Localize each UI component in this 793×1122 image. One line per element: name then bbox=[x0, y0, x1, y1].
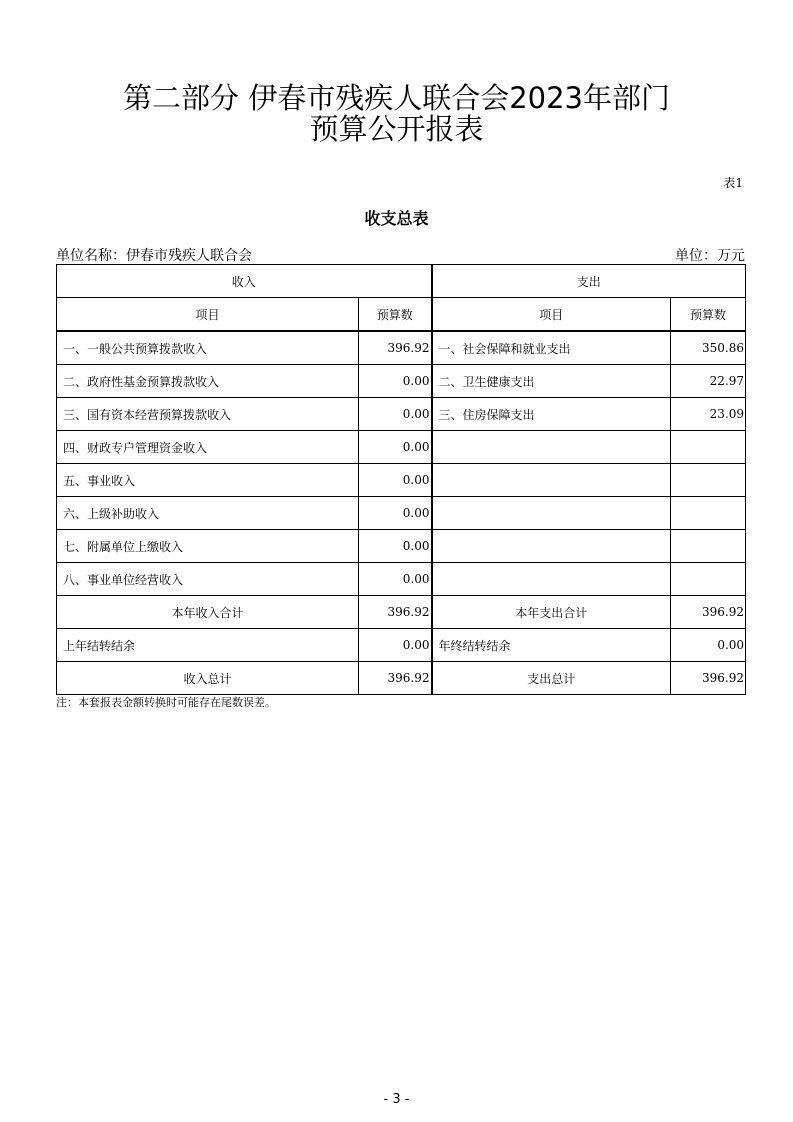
table-row bbox=[57, 497, 746, 530]
expense-header: 支出 bbox=[432, 265, 746, 298]
income-value: 0.00 bbox=[359, 464, 432, 497]
income-item: 七、附属单位上缴收入 bbox=[57, 530, 359, 563]
income-value: 0.00 bbox=[359, 563, 432, 596]
table-row bbox=[57, 431, 746, 464]
income-item: 五、事业收入 bbox=[57, 464, 359, 497]
document-title-line1: 第二部分 伊春市残疾人联合会2023年部门 bbox=[122, 81, 671, 115]
expense-value: 23.09 bbox=[671, 398, 746, 431]
income-budget-header: 预算数 bbox=[359, 298, 432, 332]
income-header: 收入 bbox=[57, 265, 432, 298]
prior-year-carryover-label: 上年结转结余 bbox=[57, 629, 359, 662]
expense-grand-total-label: 支出总计 bbox=[432, 662, 671, 695]
expense-item bbox=[432, 497, 671, 530]
income-item: 三、国有资本经营预算拨款收入 bbox=[57, 398, 359, 431]
income-value: 0.00 bbox=[359, 431, 432, 464]
prior-year-carryover-value: 0.00 bbox=[359, 629, 432, 662]
unit-label: 单位：万元 bbox=[675, 248, 745, 264]
table-row bbox=[57, 365, 746, 398]
income-value: 396.92 bbox=[359, 331, 432, 365]
expense-item-header: 项目 bbox=[432, 298, 671, 332]
expense-value: 22.97 bbox=[671, 365, 746, 398]
expense-value bbox=[671, 464, 746, 497]
expense-value bbox=[671, 431, 746, 464]
expense-item bbox=[432, 530, 671, 563]
footnote: 注：本套报表金额转换时可能存在尾数误差。 bbox=[56, 696, 276, 709]
unit-row bbox=[56, 245, 745, 265]
expense-value: 350.86 bbox=[671, 331, 746, 365]
income-item: 六、上级补助收入 bbox=[57, 497, 359, 530]
unit-name-label: 单位名称：伊春市残疾人联合会 bbox=[56, 248, 252, 264]
year-income-total-label: 本年收入合计 bbox=[57, 596, 359, 629]
income-grand-total-value: 396.92 bbox=[359, 662, 432, 695]
income-item: 四、财政专户管理资金收入 bbox=[57, 431, 359, 464]
table-title: 收支总表 bbox=[364, 209, 429, 228]
income-item-header: 项目 bbox=[57, 298, 359, 332]
expense-value bbox=[671, 563, 746, 596]
year-expense-total-label: 本年支出合计 bbox=[432, 596, 671, 629]
expense-item: 一、社会保障和就业支出 bbox=[432, 331, 671, 365]
document-title-line2: 预算公开报表 bbox=[309, 112, 484, 146]
expense-value bbox=[671, 497, 746, 530]
income-value: 0.00 bbox=[359, 365, 432, 398]
income-grand-total-label: 收入总计 bbox=[57, 662, 359, 695]
expense-grand-total-value: 396.92 bbox=[671, 662, 746, 695]
table-header-row-1 bbox=[57, 265, 746, 298]
income-item: 八、事业单位经营收入 bbox=[57, 563, 359, 596]
table-row bbox=[57, 464, 746, 497]
income-value: 0.00 bbox=[359, 530, 432, 563]
year-income-total-value: 396.92 bbox=[359, 596, 432, 629]
table-row bbox=[57, 331, 746, 365]
expense-item: 三、住房保障支出 bbox=[432, 398, 671, 431]
carry-over-row bbox=[57, 629, 746, 662]
table-row bbox=[57, 530, 746, 563]
expense-value bbox=[671, 530, 746, 563]
expense-item bbox=[432, 464, 671, 497]
income-expense-table bbox=[56, 264, 746, 695]
year-expense-total-value: 396.92 bbox=[671, 596, 746, 629]
expense-item bbox=[432, 563, 671, 596]
table-row bbox=[57, 398, 746, 431]
expense-budget-header: 预算数 bbox=[671, 298, 746, 332]
page-number: - 3 - bbox=[383, 1092, 410, 1107]
expense-item bbox=[432, 431, 671, 464]
expense-item: 二、卫生健康支出 bbox=[432, 365, 671, 398]
year-total-row bbox=[57, 596, 746, 629]
year-end-carryover-label: 年终结转结余 bbox=[432, 629, 671, 662]
table-row bbox=[57, 563, 746, 596]
table-header-row-2 bbox=[57, 298, 746, 332]
table-number: 表1 bbox=[723, 176, 743, 190]
grand-total-row bbox=[57, 662, 746, 695]
income-value: 0.00 bbox=[359, 398, 432, 431]
income-item: 二、政府性基金预算拨款收入 bbox=[57, 365, 359, 398]
income-value: 0.00 bbox=[359, 497, 432, 530]
year-end-carryover-value: 0.00 bbox=[671, 629, 746, 662]
income-item: 一、一般公共预算拨款收入 bbox=[57, 331, 359, 365]
